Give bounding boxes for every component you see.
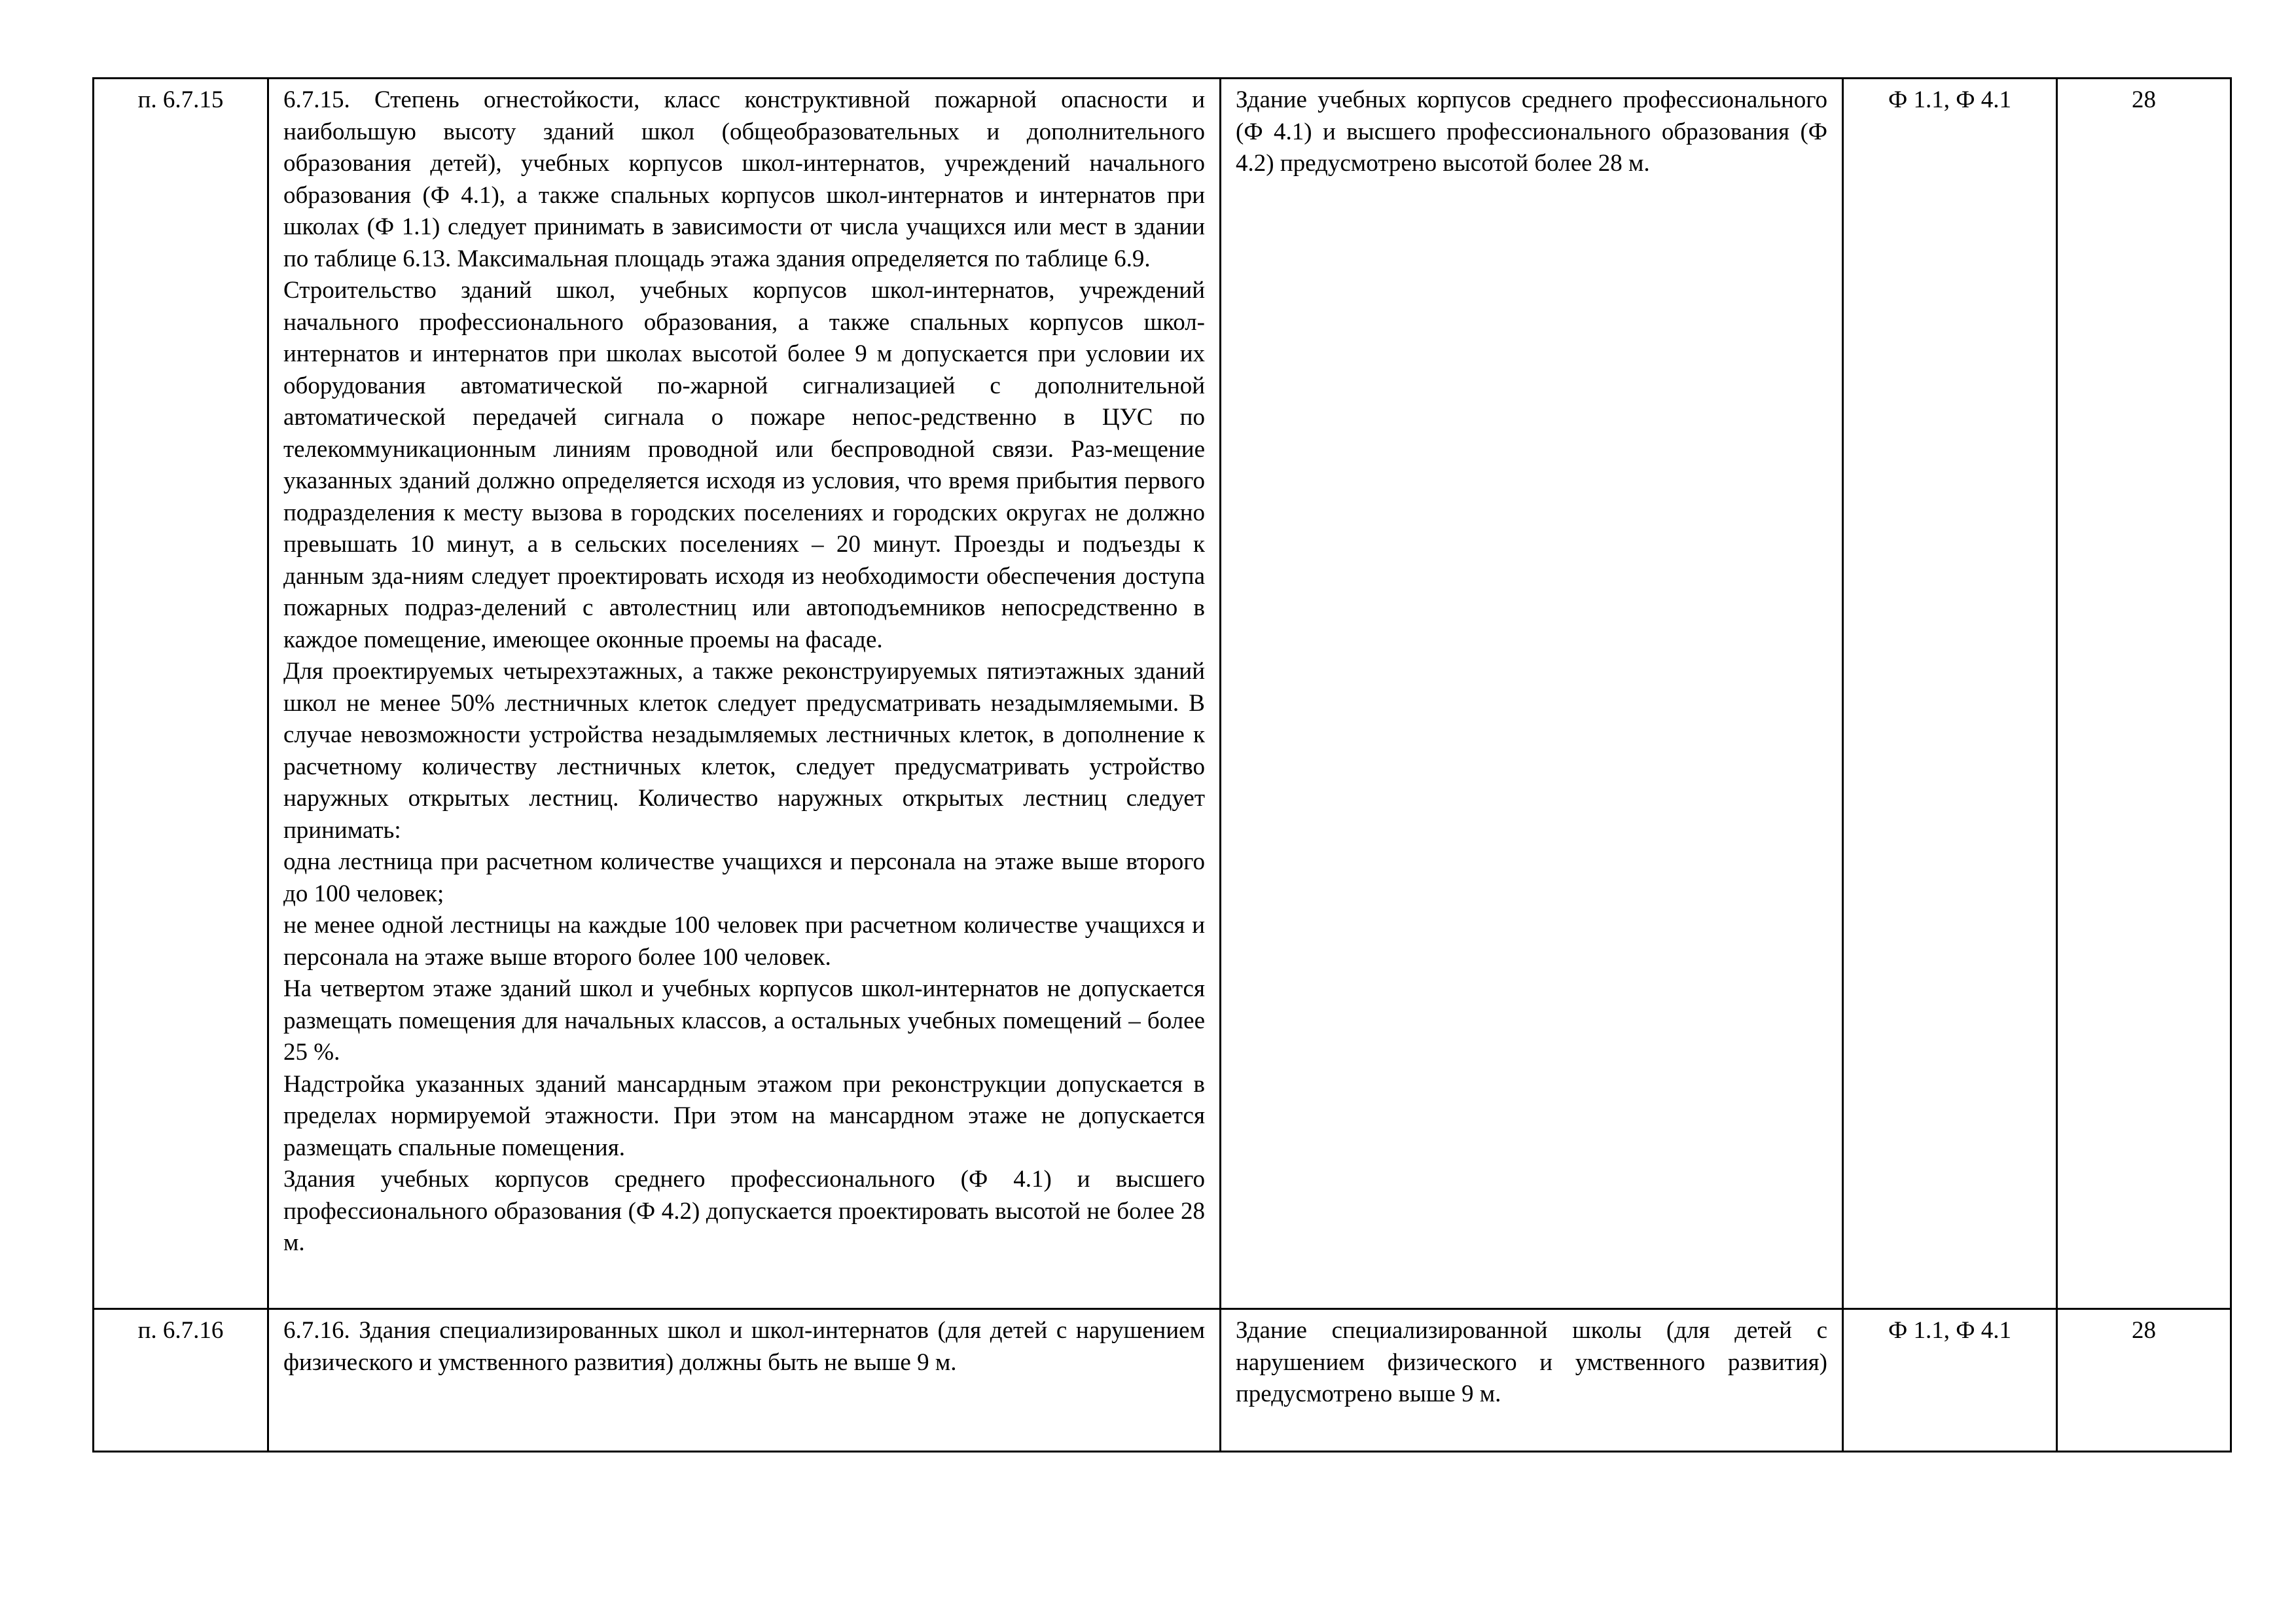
- table-row: [94, 79, 2231, 1309]
- requirement-paragraph: Здания учебных корпусов среднего профессионального (Ф 4.1) и высшего профессионального образования (Ф 4.2) допускается проектировать высотой не более 28 м.: [283, 1166, 1205, 1256]
- requirement-paragraph: 6.7.16. Здания специализированных школ и школ-интернатов (для детей с нарушением физического и умственного развития) должны быть не выше 9 м.: [283, 1317, 1205, 1376]
- finding-cell: Здание учебных корпусов среднего профессионального (Ф 4.1) и высшего профессионального образования (Ф 4.2) предусмотрено высотой более 28 м.: [1221, 79, 1843, 1309]
- finding-cell: Здание специализированной школы (для детей с нарушением физического и умственного развития) предусмотрено выше 9 м.: [1221, 1309, 1843, 1452]
- table-row: [94, 1309, 2231, 1452]
- clause-cell: п. 6.7.16: [94, 1309, 268, 1452]
- clause-cell: п. 6.7.15: [94, 79, 268, 1309]
- requirement-paragraph: Для проектируемых четырехэтажных, а также реконструируемых пятиэтажных зданий школ не менее 50% лестничных клеток следует предусматривать незадымляемыми. В случае невозможности устройства незадымляемых лестничных клеток, в дополнение к расчетному количеству лестничных клеток, следует предусматривать устройство наружных открытых лестниц. Количество наружных открытых лестниц следует принимать:: [283, 658, 1205, 844]
- requirement-paragraph: не менее одной лестницы на каждые 100 человек при расчетном количестве учащихся и персонала на этаже выше второго более 100 человек.: [283, 912, 1205, 971]
- requirement-cell: [268, 1309, 1221, 1452]
- requirement-paragraph: На четвертом этаже зданий школ и учебных корпусов школ-интернатов не допускается размещать помещения для начальных классов, а остальных учебных помещений – более 25 %.: [283, 975, 1205, 1066]
- requirements-table: [92, 77, 2232, 1453]
- requirement-paragraph: Строительство зданий школ, учебных корпусов школ-интернатов, учреждений начального профессионального образования, а также спальных корпусов школ-интернатов и интернатов при школах высотой более 9 м допускается при условии их оборудования автоматической по-жарной сигнализацией с дополнительной автоматической передачей сигнала о пожаре непос-редственно в ЦУС по телекоммуникационным линиям проводной или беспроводной связи. Раз-мещение указанных зданий должно определяется исходя из условия, что время прибытия первого подразделения к месту вызова в городских поселениях и городских округах не должно превышать 10 минут, а в сельских поселениях – 20 минут. Проезды и подъезды к данным зда-ниям следует проектировать исходя из необходимости обеспечения доступа пожарных подраз-делений с автолестниц или автоподъемников непосредственно в каждое помещение, имеющее оконные проемы на фасаде.: [283, 277, 1205, 653]
- number-cell: 28: [2057, 1309, 2231, 1452]
- requirement-paragraph: одна лестница при расчетном количестве учащихся и персонала на этаже выше второго до 100 человек;: [283, 848, 1205, 907]
- requirement-paragraph: 6.7.15. Степень огнестойкости, класс конструктивной пожарной опасности и наибольшую высоту зданий школ (общеобразовательных и дополнительного образования детей), учебных корпусов школ-интернатов, учреждений начального образования (Ф 4.1), а также спальных корпусов школ-интернатов и интернатов при школах (Ф 1.1) следует принимать в зависимости от числа учащихся или мест в здании по таблице 6.13. Максимальная площадь этажа здания определяется по таблице 6.9.: [283, 86, 1205, 272]
- class-cell: Ф 1.1, Ф 4.1: [1843, 79, 2057, 1309]
- number-cell: 28: [2057, 79, 2231, 1309]
- class-cell: Ф 1.1, Ф 4.1: [1843, 1309, 2057, 1452]
- requirement-cell: [268, 79, 1221, 1309]
- requirement-paragraph: Надстройка указанных зданий мансардным этажом при реконструкции допускается в пределах нормируемой этажности. При этом на мансардном этаже не допускается размещать спальные помещения.: [283, 1070, 1205, 1161]
